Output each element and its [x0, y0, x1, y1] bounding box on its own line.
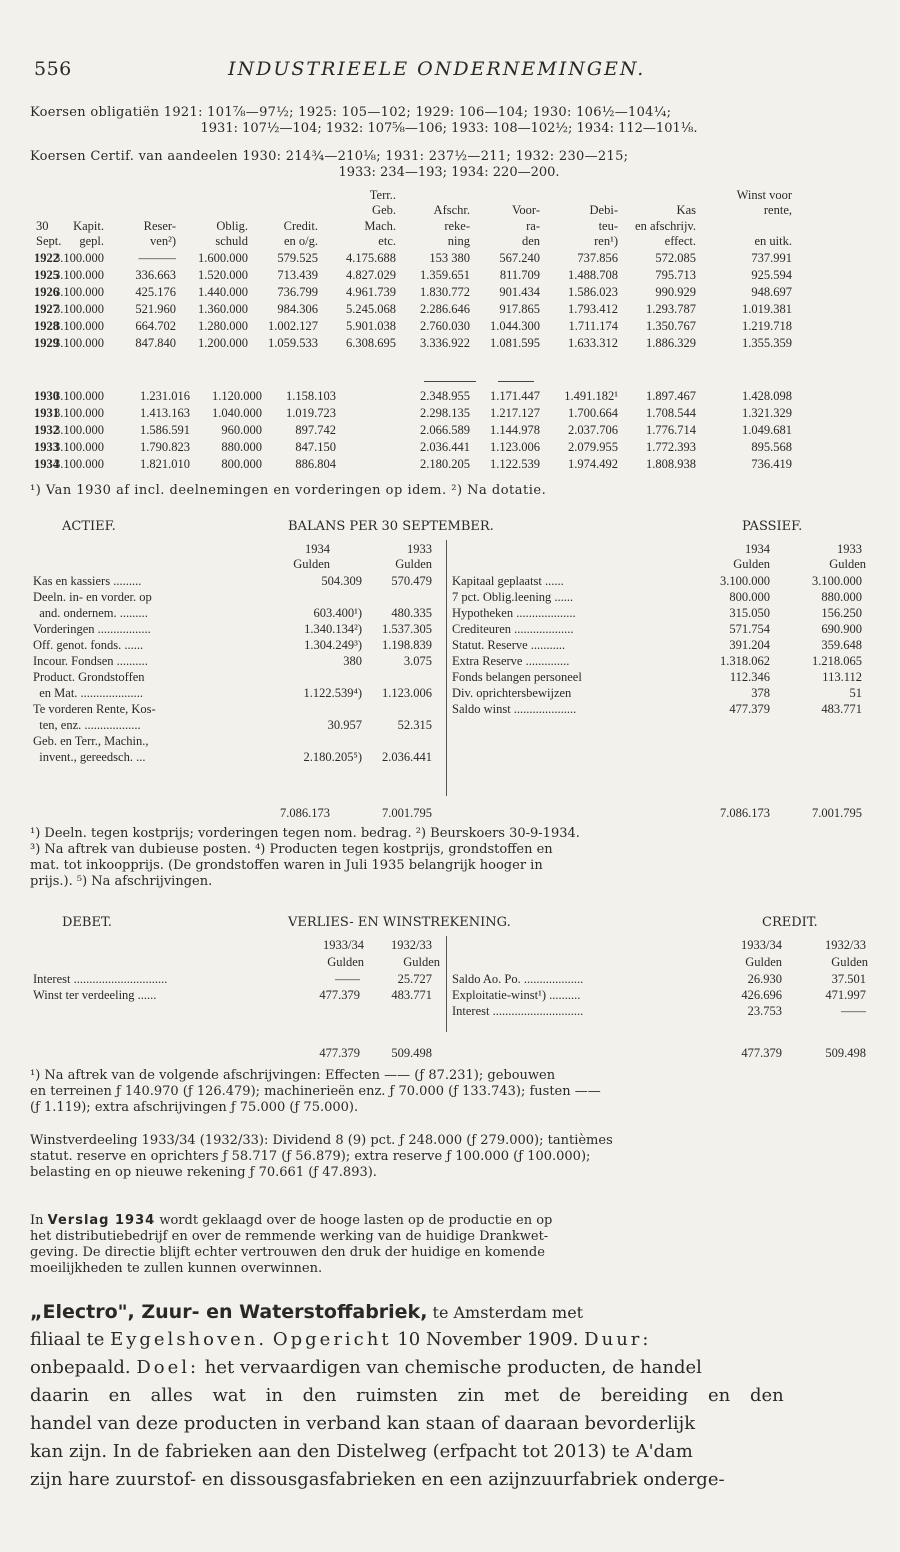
column-unit: Gulden — [745, 955, 782, 969]
table-cell: 1.790.823 — [140, 440, 190, 454]
table-cell: 1.360.000 — [198, 302, 248, 316]
table-cell: 3.100.000 — [54, 389, 104, 403]
verlies-value: 471.997 — [825, 988, 866, 1002]
table-cell: 336.663 — [135, 268, 176, 282]
verlies-total: 509.498 — [825, 1046, 866, 1060]
table-cell: 2.066.589 — [420, 423, 470, 437]
table-cell: 3.100.000 — [54, 406, 104, 420]
table-footnote: ¹) Van 1930 af incl. deelnemingen en vorderingen op idem. ²) Na dotatie. — [30, 483, 547, 498]
table-cell: 2.298.135 — [420, 406, 470, 420]
verlies-item-label: Winst ter verdeeling ...... — [33, 988, 157, 1002]
table-cell: 3.100.000 — [54, 423, 104, 437]
table-cell: 3.100.000 — [54, 285, 104, 299]
column-year: 1932/33 — [825, 938, 866, 952]
balans-item-label: Div. oprichtersbewijzen — [452, 686, 572, 700]
company-line-7: zijn hare zuurstof- en dissousgasfabrieken en een azijnzuurfabriek onderge- — [30, 1469, 725, 1490]
table-header-cell: en o/g. — [283, 234, 318, 248]
table-year: 1925 — [34, 268, 59, 282]
column-year: 1934 — [745, 542, 770, 556]
table-cell: 3.100.000 — [54, 268, 104, 282]
company-line-2: filiaal te Eygelshoven. Opgericht 10 November 1909. Duur: — [30, 1329, 652, 1350]
balans-value: 477.379 — [729, 702, 770, 716]
balans-value: 1.218.065 — [812, 654, 862, 668]
table-header-cell: Oblig. — [216, 219, 248, 233]
balans-value: 359.648 — [821, 638, 862, 652]
table-year: 1931 — [34, 406, 59, 420]
balans-item-label: Saldo winst .................... — [452, 702, 577, 716]
table-cell: 1.974.492 — [568, 457, 618, 471]
credit-heading: CREDIT. — [762, 915, 818, 930]
table-cell: 895.568 — [751, 440, 792, 454]
table-cell: 3.100.000 — [54, 440, 104, 454]
company-line-4: daarin en alles wat in den ruimsten zin met de bereiding en den — [30, 1385, 784, 1406]
column-year: 1933 — [407, 542, 432, 556]
verlies-footnote-1: ¹) Na aftrek van de volgende afschrijvingen: Effecten —— (ƒ 87.231); gebouwen — [30, 1068, 556, 1083]
table-cell: 847.840 — [135, 336, 176, 350]
column-year: 1932/33 — [391, 938, 432, 952]
balans-value: 3.075 — [403, 654, 432, 668]
table-header-cell: Winst voor — [736, 188, 792, 202]
company-name: „Electro", Zuur- en Waterstoffabriek, — [30, 1301, 428, 1323]
table-cell: 901.434 — [499, 285, 540, 299]
table-year: 1927 — [34, 302, 59, 316]
table-cell: 847.150 — [295, 440, 336, 454]
table-cell: 521.960 — [135, 302, 176, 316]
table-cell: 713.439 — [277, 268, 318, 282]
balans-item-label: Crediteuren ................... — [452, 622, 574, 636]
verlies-item-label: Interest ............................. — [452, 1004, 584, 1018]
table-cell: 800.000 — [221, 457, 262, 471]
table-cell: ——— — [138, 251, 176, 265]
page-title: INDUSTRIEELE ONDERNEMINGEN. — [228, 58, 646, 80]
table-cell: 1.002.127 — [268, 319, 318, 333]
winstverdeeling-line-1: Winstverdeeling 1933/34 (1932/33): Dividend 8 (9) pct. ƒ 248.000 (ƒ 279.000); tantièmes — [30, 1133, 613, 1148]
balans-item-label: en Mat. .................... — [33, 686, 144, 700]
balans-value: 51 — [849, 686, 862, 700]
table-cell: 1.440.000 — [198, 285, 248, 299]
table-cell: 1.808.938 — [646, 457, 696, 471]
balans-total: 7.086.173 — [720, 806, 770, 820]
table-cell: 2.036.441 — [420, 440, 470, 454]
balans-divider — [446, 540, 447, 796]
table-cell: 1.488.708 — [568, 268, 618, 282]
table-header-cell: schuld — [215, 234, 248, 248]
verlies-value: 37.501 — [831, 972, 866, 986]
balans-value: 480.335 — [391, 606, 432, 620]
balans-item-label: Deeln. in- en vorder. op — [33, 590, 152, 604]
verlies-total: 477.379 — [741, 1046, 782, 1060]
table-cell: 925.594 — [751, 268, 792, 282]
table-cell: 3.100.000 — [54, 251, 104, 265]
verlies-footnote-2: en terreinen ƒ 140.970 (ƒ 126.479); machinerieën enz. ƒ 70.000 (ƒ 133.743); fusten —— — [30, 1084, 601, 1099]
balans-total: 7.001.795 — [382, 806, 432, 820]
verlies-value: 477.379 — [319, 988, 360, 1002]
table-cell: 1.059.533 — [268, 336, 318, 350]
table-header-cell: Debi- — [589, 203, 618, 217]
koersen-certificaten: Koersen Certif. van aandeelen 1930: 214¾—210⅛; 1931: 237½—211; 1932: 230—215; — [30, 149, 629, 164]
table-cell: 4.175.688 — [346, 251, 396, 265]
table-cell: 664.702 — [135, 319, 176, 333]
table-cell: 960.000 — [221, 423, 262, 437]
verlies-value: 23.753 — [747, 1004, 782, 1018]
table-cell: 1.772.393 — [646, 440, 696, 454]
balans-item-label: Kapitaal geplaatst ...... — [452, 574, 564, 588]
table-cell: 5.901.038 — [346, 319, 396, 333]
table-year: 1922 — [34, 251, 59, 265]
table-cell: 3.100.000 — [54, 319, 104, 333]
company-line-5: handel van deze producten in verband kan staan of daaraan bevorderlijk — [30, 1413, 696, 1434]
balans-value: 1.318.062 — [720, 654, 770, 668]
table-year: 1929 — [34, 336, 59, 350]
table-header-cell: gepl. — [79, 234, 104, 248]
balans-item-label: ten, enz. .................. — [33, 718, 141, 732]
table-cell: 1.019.723 — [286, 406, 336, 420]
table-header-cell: Reser- — [143, 219, 176, 233]
balans-value: 1.123.006 — [382, 686, 432, 700]
table-cell: 1.280.000 — [198, 319, 248, 333]
table-cell: 2.037.706 — [568, 423, 618, 437]
verlies-total: 477.379 — [319, 1046, 360, 1060]
table-header-cell: ven²) — [150, 234, 176, 248]
verlies-item-label: Interest .............................. — [33, 972, 168, 986]
table-year: 1934 — [34, 457, 59, 471]
balans-total: 7.086.173 — [280, 806, 330, 820]
table-cell: 737.991 — [751, 251, 792, 265]
table-cell: 1.040.000 — [212, 406, 262, 420]
verslag-line-4: moeilijkheden te zullen kunnen overwinnen. — [30, 1261, 323, 1276]
verlies-value: —— — [841, 1004, 866, 1018]
balans-value: 3.100.000 — [720, 574, 770, 588]
koersen-obligatien: Koersen obligatiën 1921: 101⅞—97½; 1925: 105—102; 1929: 106—104; 1930: 106½—104¼; — [30, 105, 672, 120]
table-cell: 1.830.772 — [420, 285, 470, 299]
table-cell: 1.600.000 — [198, 251, 248, 265]
table-header-cell: reke- — [444, 219, 470, 233]
balans-value: 3.100.000 — [812, 574, 862, 588]
column-unit: Gulden — [293, 557, 330, 571]
table-header-cell: ning — [447, 234, 470, 248]
column-year: 1933/34 — [741, 938, 782, 952]
table-cell: 1.413.163 — [140, 406, 190, 420]
verlies-footnote-3: (ƒ 1.119); extra afschrijvingen ƒ 75.000 (ƒ 75.000). — [30, 1100, 359, 1115]
table-cell: 1.122.539 — [490, 457, 540, 471]
table-header-cell: etc. — [378, 234, 396, 248]
verlies-divider — [446, 936, 447, 1032]
winstverdeeling-line-3: belasting en op nieuwe rekening ƒ 70.661 (ƒ 47.893). — [30, 1165, 377, 1180]
balans-footnote-4: prijs.). ⁵) Na afschrijvingen. — [30, 874, 213, 889]
balans-item-label: Kas en kassiers ......... — [33, 574, 142, 588]
table-cell: 1.158.103 — [286, 389, 336, 403]
table-cell: 736.419 — [751, 457, 792, 471]
column-unit: Gulden — [395, 557, 432, 571]
verlies-value: 426.696 — [741, 988, 782, 1002]
table-cell: 1.821.010 — [140, 457, 190, 471]
passief-heading: PASSIEF. — [742, 519, 803, 534]
table-cell: 3.100.000 — [54, 336, 104, 350]
column-unit: Gulden — [327, 955, 364, 969]
column-unit: Gulden — [829, 557, 866, 571]
table-cell: 1.586.023 — [568, 285, 618, 299]
verslag-line-1: In Verslag 1934 wordt geklaagd over de hooge lasten op de productie en op — [30, 1213, 553, 1228]
table-cell: 737.856 — [577, 251, 618, 265]
table-header-cell: den — [521, 234, 540, 248]
company-line-3: onbepaald. Doel: het vervaardigen van chemische producten, de handel — [30, 1357, 702, 1378]
table-cell: 1.200.000 — [198, 336, 248, 350]
table-header-cell: Terr.. — [369, 188, 396, 202]
table-year: 1926 — [34, 285, 59, 299]
table-cell: 1.081.595 — [490, 336, 540, 350]
actief-heading: ACTIEF. — [62, 519, 116, 534]
table-cell: 1.049.681 — [742, 423, 792, 437]
balans-item-label: Incour. Fondsen .......... — [33, 654, 148, 668]
table-cell: 2.348.955 — [420, 389, 470, 403]
balans-footnote-3: mat. tot inkoopprijs. (De grondstoffen waren in Juli 1935 belangrijk hooger in — [30, 858, 543, 873]
balans-value: 570.479 — [391, 574, 432, 588]
winstverdeeling-line-2: statut. reserve en oprichters ƒ 58.717 (ƒ 56.879); extra reserve ƒ 100.000 (ƒ 100.000); — [30, 1149, 591, 1164]
table-year: 1930 — [34, 389, 59, 403]
verslag-line-3: geving. De directie blijft echter vertrouwen den druk der huidige en komende — [30, 1245, 545, 1260]
table-cell: 1.171.447 — [490, 389, 540, 403]
balans-value: 800.000 — [729, 590, 770, 604]
table-cell: 1.711.174 — [568, 319, 618, 333]
verslag-year: Verslag 1934 — [47, 1213, 156, 1228]
table-cell: 3.336.922 — [420, 336, 470, 350]
column-unit: Gulden — [733, 557, 770, 571]
table-cell: 572.085 — [655, 251, 696, 265]
table-rule — [498, 381, 534, 382]
verslag-line-2: het distributiebedrijf en over de remmende werking van de huidige Drankwet- — [30, 1229, 549, 1244]
table-cell: 1.217.127 — [490, 406, 540, 420]
table-cell: 1.321.329 — [742, 406, 792, 420]
table-cell: 1.355.359 — [742, 336, 792, 350]
balans-item-label: invent., gereedsch. ... — [33, 750, 146, 764]
balans-value: 378 — [751, 686, 770, 700]
table-header-cell: rente, — [763, 203, 792, 217]
balans-item-label: Geb. en Terr., Machin., — [33, 734, 149, 748]
table-cell: 880.000 — [221, 440, 262, 454]
table-cell: 990.929 — [655, 285, 696, 299]
table-header-cell: 30 — [36, 219, 49, 233]
balans-value: 880.000 — [821, 590, 862, 604]
table-cell: 2.760.030 — [420, 319, 470, 333]
verlies-total: 509.498 — [391, 1046, 432, 1060]
balans-item-label: Fonds belangen personeel — [452, 670, 582, 684]
table-cell: 886.804 — [295, 457, 336, 471]
balans-total: 7.001.795 — [812, 806, 862, 820]
table-year: 1932 — [34, 423, 59, 437]
table-header-cell: Sept. — [36, 234, 62, 248]
table-header-cell: teu- — [598, 219, 618, 233]
table-cell: 1.219.718 — [742, 319, 792, 333]
table-cell: 1.700.664 — [568, 406, 618, 420]
balans-value: 1.340.134²) — [304, 622, 362, 636]
table-cell: 1.120.000 — [212, 389, 262, 403]
balans-value: 690.900 — [821, 622, 862, 636]
table-cell: 948.697 — [751, 285, 792, 299]
balans-value: 483.771 — [821, 702, 862, 716]
balans-value: 1.198.839 — [382, 638, 432, 652]
balans-value: 156.250 — [821, 606, 862, 620]
table-header-cell: ren¹) — [594, 234, 618, 248]
balans-item-label: and. ondernem. ......... — [33, 606, 148, 620]
debet-heading: DEBET. — [62, 915, 112, 930]
table-cell: 1.897.467 — [646, 389, 696, 403]
balans-value: 1.537.305 — [382, 622, 432, 636]
column-year: 1934 — [305, 542, 330, 556]
table-year: 1928 — [34, 319, 59, 333]
table-header-cell: Kapit. — [73, 219, 104, 233]
koersen-obligatien-cont: 1931: 107½—104; 1932: 107⅝—106; 1933: 108—102½; 1934: 112—101⅛. — [200, 121, 698, 136]
table-cell: 1.359.651 — [420, 268, 470, 282]
table-cell: 5.245.068 — [346, 302, 396, 316]
table-cell: 2.180.205 — [420, 457, 470, 471]
table-cell: 2.286.646 — [420, 302, 470, 316]
table-cell: 1.144.978 — [490, 423, 540, 437]
balans-value: 380 — [343, 654, 362, 668]
balans-value: 113.112 — [822, 670, 862, 684]
balans-value: 315.050 — [729, 606, 770, 620]
balans-value: 2.036.441 — [382, 750, 432, 764]
company-line-6: kan zijn. In de fabrieken aan den Distelweg (erfpacht tot 2013) te A'dam — [30, 1441, 693, 1462]
balans-item-label: Vorderingen ................. — [33, 622, 151, 636]
table-header-cell: ra- — [526, 219, 540, 233]
table-header-cell: Afschr. — [433, 203, 470, 217]
table-cell: 811.709 — [499, 268, 540, 282]
table-header-cell: en afschrijv. — [635, 219, 696, 233]
balans-footnote-1: ¹) Deeln. tegen kostprijs; vorderingen tegen nom. bedrag. ²) Beurskoers 30-9-1934. — [30, 826, 580, 841]
table-cell: 4.961.739 — [346, 285, 396, 299]
verlies-value: 25.727 — [397, 972, 432, 986]
balans-item-label: Product. Grondstoffen — [33, 670, 145, 684]
balans-value: 52.315 — [397, 718, 432, 732]
column-year: 1933 — [837, 542, 862, 556]
balans-value: 2.180.205⁵) — [303, 750, 362, 764]
table-header-cell: effect. — [664, 234, 696, 248]
table-cell: 1.520.000 — [198, 268, 248, 282]
table-cell: 1.708.544 — [646, 406, 696, 420]
table-cell: 4.827.029 — [346, 268, 396, 282]
company-line-1: „Electro", Zuur- en Waterstoffabriek, te Amsterdam met — [30, 1301, 584, 1323]
balans-item-label: Te vorderen Rente, Kos- — [33, 702, 156, 716]
table-cell: 1.350.767 — [646, 319, 696, 333]
table-cell: 984.306 — [277, 302, 318, 316]
balans-value: 603.400¹) — [313, 606, 362, 620]
table-cell: 1.633.312 — [568, 336, 618, 350]
table-cell: 1.044.300 — [490, 319, 540, 333]
table-cell: 3.100.000 — [54, 457, 104, 471]
table-cell: 2.079.955 — [568, 440, 618, 454]
table-cell: 425.176 — [135, 285, 176, 299]
balans-title: BALANS PER 30 SEPTEMBER. — [288, 519, 494, 534]
table-header-cell: Mach. — [364, 219, 396, 233]
column-year: 1933/34 — [323, 938, 364, 952]
table-cell: 1.776.714 — [646, 423, 696, 437]
koersen-certificaten-cont: 1933: 234—193; 1934: 220—200. — [338, 165, 560, 180]
balans-item-label: 7 pct. Oblig.leening ...... — [452, 590, 574, 604]
balans-value: 112.346 — [729, 670, 770, 684]
table-cell: 1.231.016 — [140, 389, 190, 403]
table-cell: 567.240 — [499, 251, 540, 265]
table-cell: 897.742 — [295, 423, 336, 437]
table-cell: 1.293.787 — [646, 302, 696, 316]
table-header-cell: Geb. — [372, 203, 396, 217]
table-cell: 6.308.695 — [346, 336, 396, 350]
table-cell: 1.019.381 — [742, 302, 792, 316]
verlies-item-label: Saldo Ao. Po. ................... — [452, 972, 584, 986]
table-cell: 1.886.329 — [646, 336, 696, 350]
table-cell: 153 380 — [429, 251, 470, 265]
balans-item-label: Hypotheken ................... — [452, 606, 576, 620]
balans-value: 391.204 — [729, 638, 770, 652]
balans-value: 1.122.539⁴) — [303, 686, 362, 700]
verlies-title: VERLIES- EN WINSTREKENING. — [288, 915, 511, 930]
table-header-cell: Kas — [676, 203, 696, 217]
balans-item-label: Extra Reserve .............. — [452, 654, 570, 668]
column-unit: Gulden — [403, 955, 440, 969]
table-cell: 1.793.412 — [568, 302, 618, 316]
verlies-value: 483.771 — [391, 988, 432, 1002]
balans-value: 1.304.249³) — [304, 638, 362, 652]
table-cell: 579.525 — [277, 251, 318, 265]
table-cell: 795.713 — [655, 268, 696, 282]
page-number: 556 — [34, 58, 72, 80]
table-cell: 1.586.591 — [140, 423, 190, 437]
table-cell: 1.491.182¹ — [564, 389, 618, 403]
table-header-cell: Voor- — [512, 203, 540, 217]
balans-value: 30.957 — [327, 718, 362, 732]
table-rule — [424, 381, 476, 382]
balans-value: 504.309 — [321, 574, 362, 588]
balans-footnote-2: ³) Na aftrek van dubieuse posten. ⁴) Producten tegen kostprijs, grondstoffen en — [30, 842, 553, 857]
table-cell: 1.428.098 — [742, 389, 792, 403]
table-header-cell: Credit. — [283, 219, 318, 233]
column-unit: Gulden — [831, 955, 868, 969]
table-cell: 1.123.006 — [490, 440, 540, 454]
balans-item-label: Statut. Reserve ........... — [452, 638, 566, 652]
verlies-item-label: Exploitatie-winst¹) .......... — [452, 988, 581, 1002]
table-cell: 736.799 — [277, 285, 318, 299]
table-header-cell: en uitk. — [754, 234, 792, 248]
table-year: 1933 — [34, 440, 59, 454]
table-cell: 917.865 — [499, 302, 540, 316]
balans-value: 571.754 — [729, 622, 770, 636]
verlies-value: —— — [335, 972, 360, 986]
table-cell: 3.100.000 — [54, 302, 104, 316]
balans-item-label: Off. genot. fonds. ...... — [33, 638, 144, 652]
verlies-value: 26.930 — [747, 972, 782, 986]
